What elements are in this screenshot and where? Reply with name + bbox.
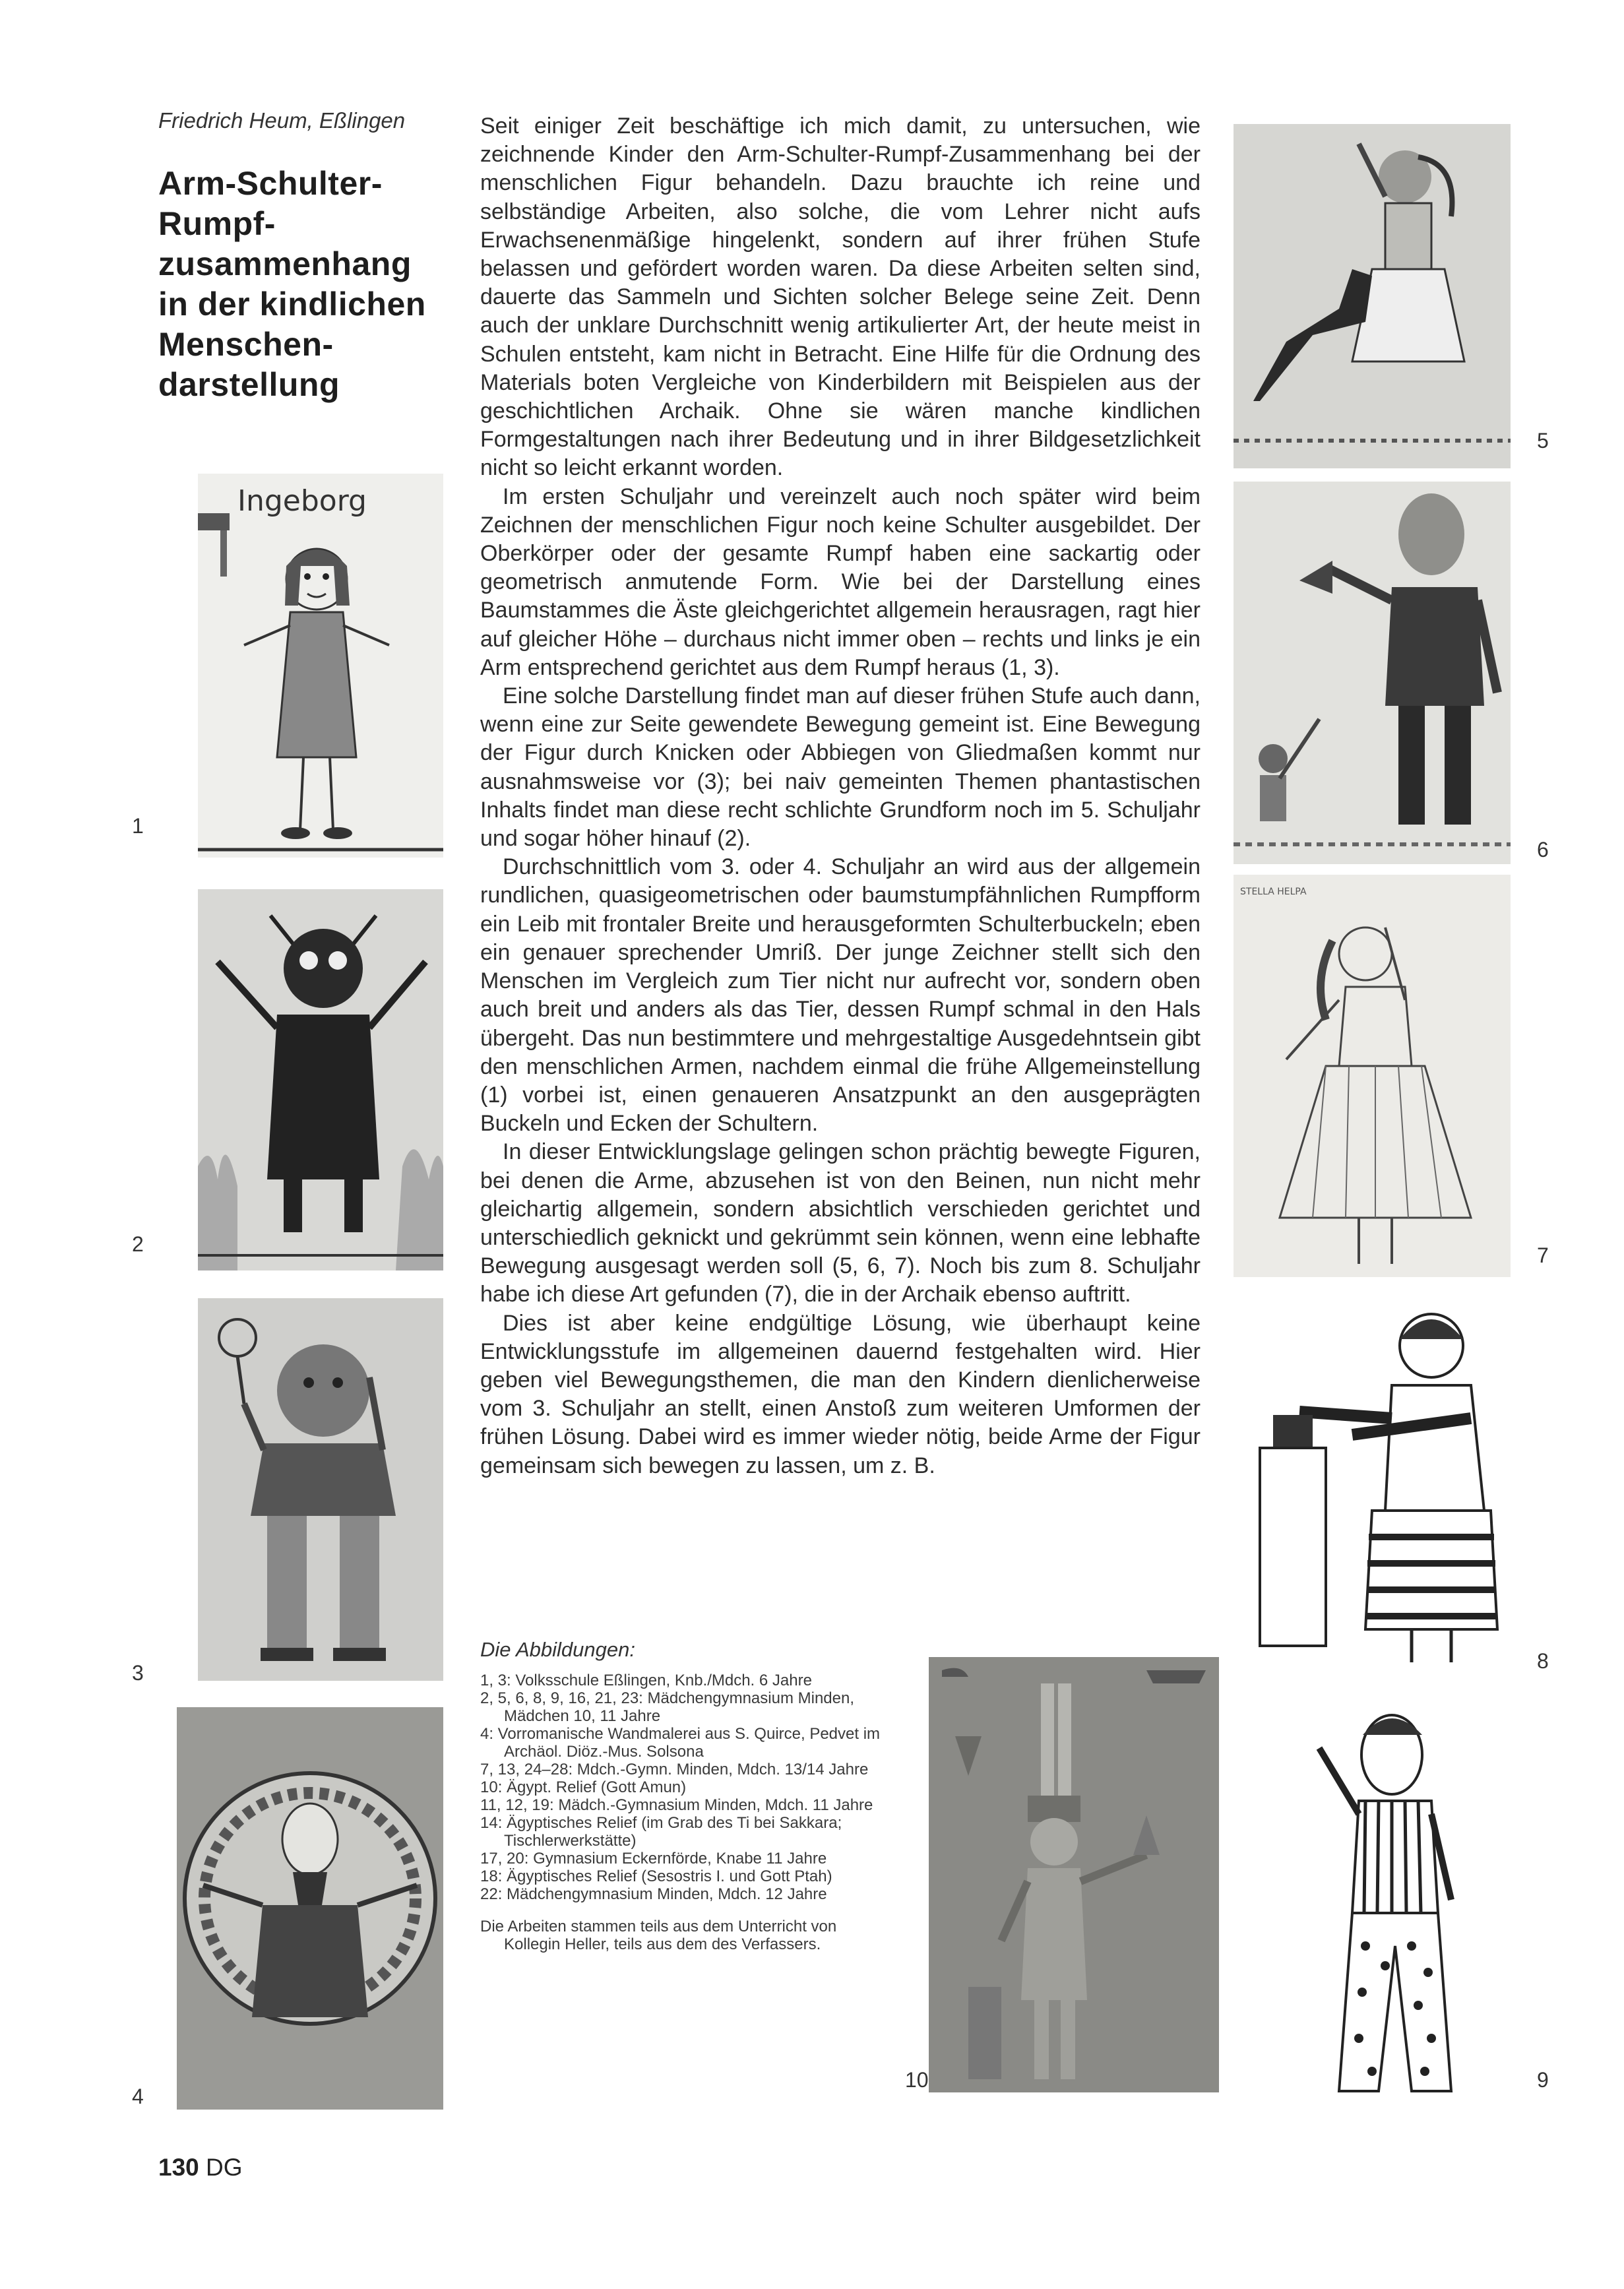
figure-number-4: 4: [132, 2085, 144, 2108]
figure-2-svg: [198, 889, 443, 1270]
figure-captions: [480, 1638, 889, 1953]
figure-5-drawing: [1234, 124, 1511, 468]
caption-note: Die Arbeiten stammen teils aus dem Unterricht von Kollegin Heller, teils aus dem des Verfassers.: [480, 1918, 837, 1953]
article-title: [158, 164, 435, 405]
body-paragraph: Dies ist aber keine endgültige Lösung, wie überhaupt keine Entwicklungsstufe im allgemeinen dauernd festgehalten wird. Hier geben viel Bewegungsthemen, die man den Kindern dienlicherweise vom 3. Schuljahr an stellt, einen Anstoß zum weiteren Umformen der frühen Lösung. Dabei wird es immer wieder nötig, beide Arme der Figur gemeinsam sich bewegen zu lassen, um z. B.: [480, 1310, 1201, 1478]
body-paragraph: Seit einiger Zeit beschäftige ich mich damit, zu untersuchen, wie zeichnende Kinder den Arm-Schulter-Rumpf-Zusammenhang bei der menschlichen Figur behandeln. Dazu brauchte ich reine und selbständige Arbeiten, also solche, die vom Lehrer nicht aufs Erwachsenenmäßige hingelenkt, sondern auf ihrer frühen Stufe belassen und gefördert worden waren. Da diese Arbeiten selten sind, dauerte das Sammeln und Sichten solcher Belege seine Zeit. Denn auch der unklare Durchschnitt wenig artikulierter Art, der heute meist in Schulen entsteht, kam nicht in Betracht. Eine Hilfe für die Ordnung des Materials boten Vergleiche von Kinderbildern mit Beispielen aus der geschichtlichen Archaik. Ohne sie wären manche kindlichen Formgestaltungen nach ihrer Bedeutung und in ihrer Bildgesetzlichkeit nicht so leicht erkannt worden.: [480, 113, 1201, 481]
captions-heading: Die Abbildungen:: [480, 1638, 635, 1661]
caption-item: 4: Vorromanische Wandmalerei aus S. Quirce, Pedvet im Archäol. Diöz.-Mus. Solsona: [480, 1725, 881, 1761]
figure-3-drawing: [198, 1298, 443, 1681]
caption-item: 18: Ägyptisches Relief (Sesostris I. und Gott Ptah): [480, 1867, 832, 1885]
caption-item: 11, 12, 19: Mädch.-Gymnasium Minden, Mdch. 11 Jahre: [480, 1796, 873, 1814]
caption-item: 22: Mädchengymnasium Minden, Mdch. 12 Jahre: [480, 1885, 827, 1903]
figure-9-drawing: [1234, 1695, 1511, 2104]
figure-6-drawing: [1234, 482, 1511, 864]
figure-number-1: 1: [132, 814, 144, 838]
author-line: Friedrich Heum, Eßlingen: [158, 108, 406, 133]
figure-number-2: 2: [132, 1232, 144, 1256]
figure-3-svg: [198, 1298, 443, 1681]
figure-7-svg: [1234, 875, 1511, 1277]
body-paragraph: Durchschnittlich vom 3. oder 4. Schuljahr an wird aus der allgemein rundlichen, quasigeometrischen oder baumstumpfähnlichen Rumpfform ein Leib mit frontaler Breite und herausgeformten Schulterbuckeln; eben ein genauer sprechender Umriß. Der junge Zeichner stellt sich den Menschen im Vergleich zum Tier nicht nur aufrecht vor, sondern oben auch breit und anders als das Tier, dessen Rumpf schmal in den Hals übergeht. Das nun bestimmtere und mehrgestaltige Ausgedehntsein gibt den menschlichen Armen, nachdem einmal die frühe Allgemeinstellung (1) vorbei ist, einen genaueren Ansatzpunkt an den ausgeprägten Buckeln und Ecken der Schultern.: [480, 854, 1201, 1137]
title-line: Arm-Schulter-: [158, 165, 383, 202]
figure-number-3: 3: [132, 1661, 144, 1685]
figure-7-label: STELLA HELPA: [1240, 887, 1307, 897]
title-line: zusammenhang: [158, 245, 412, 282]
figure-4-mural: [177, 1707, 443, 2110]
figure-7-drawing: [1234, 875, 1511, 1277]
caption-item: 17, 20: Gymnasium Eckernförde, Knabe 11 Jahre: [480, 1850, 827, 1867]
page-number: 130: [158, 2154, 199, 2181]
caption-item: 2, 5, 6, 8, 9, 16, 21, 23: Mädchengymnasium Minden, Mädchen 10, 11 Jahre: [480, 1689, 854, 1725]
figure-2-drawing: [198, 889, 443, 1270]
figure-9-svg: [1234, 1695, 1511, 2104]
figure-number-8: 8: [1537, 1649, 1549, 1673]
body-paragraph: In dieser Entwicklungslage gelingen schon prächtig bewegte Figuren, bei denen die Arme, abzusehen ist von den Beinen, nun nicht mehr gleichartig allgemein, sondern absichtlich verschieden gerichtet und unterschiedlich geknickt und gekrümmt sein können, wenn eine lebhafte Bewegung ausgesagt werden soll (5, 6, 7). Noch bis zum 8. Schuljahr habe ich diese Art gefunden (7), die in der Archaik ebenso auftritt.: [480, 1139, 1201, 1307]
figure-10-relief: [929, 1657, 1219, 2092]
figure-5-svg: [1234, 124, 1511, 468]
figure-8-svg: [1234, 1300, 1511, 1666]
figure-number-6: 6: [1537, 838, 1549, 862]
title-line: darstellung: [158, 366, 340, 403]
title-line: Rumpf-: [158, 205, 276, 242]
caption-item: 7, 13, 24–28: Mdch.-Gymn. Minden, Mdch. 13/14 Jahre: [480, 1761, 869, 1778]
title-line: in der kindlichen: [158, 286, 426, 323]
figure-number-10: 10: [905, 2068, 929, 2092]
figure-4-svg: [177, 1707, 443, 2110]
caption-item: 1, 3: Volksschule Eßlingen, Knb./Mdch. 6 Jahre: [480, 1672, 812, 1689]
figure-1-signature: Ingeborg: [237, 484, 367, 518]
figure-10-svg: [929, 1657, 1219, 2092]
article-body: [480, 112, 1201, 1480]
figure-number-5: 5: [1537, 429, 1549, 453]
figure-1-drawing: [198, 474, 443, 858]
figure-number-7: 7: [1537, 1243, 1549, 1267]
body-paragraph: Im ersten Schuljahr und vereinzelt auch noch später wird beim Zeichnen der menschlichen Figur noch keine Schulter ausgebildet. Der Oberkörper oder der gesamte Rumpf haben eine sackartig oder geometrisch anmutende Form. Wie bei der Darstellung eines Baumstammes die Äste gleichgerichtet allgemein herausragen, ragt hier auf gleicher Höhe – durchaus nicht immer oben – rechts und links je ein Arm entsprechend gerichtet aus dem Rumpf heraus (1, 3).: [480, 484, 1201, 680]
page-folio: [158, 2154, 243, 2181]
title-line: Menschen-: [158, 326, 334, 363]
figure-1-svg: [198, 474, 443, 858]
caption-item: 10: Ägypt. Relief (Gott Amun): [480, 1778, 687, 1796]
figure-6-svg: [1234, 482, 1511, 864]
figure-8-drawing: [1234, 1300, 1511, 1666]
figure-number-9: 9: [1537, 2068, 1549, 2092]
body-paragraph: Eine solche Darstellung findet man auf dieser frühen Stufe auch dann, wenn eine zur Seite gewendete Bewegung gemeint ist. Eine Bewegung der Figur durch Knicken oder Abbiegen von Gliedmaßen kommt nur ausnahmsweise vor (3); bei naiv gemeinten Themen phantastischen Inhalts findet man diese recht schlichte Grundform noch im 5. Schuljahr und sogar höher hinauf (2).: [480, 683, 1201, 852]
journal-abbrev: DG: [206, 2154, 243, 2181]
caption-item: 14: Ägyptisches Relief (im Grab des Ti bei Sakkara; Tischlerwerkstätte): [480, 1814, 842, 1850]
